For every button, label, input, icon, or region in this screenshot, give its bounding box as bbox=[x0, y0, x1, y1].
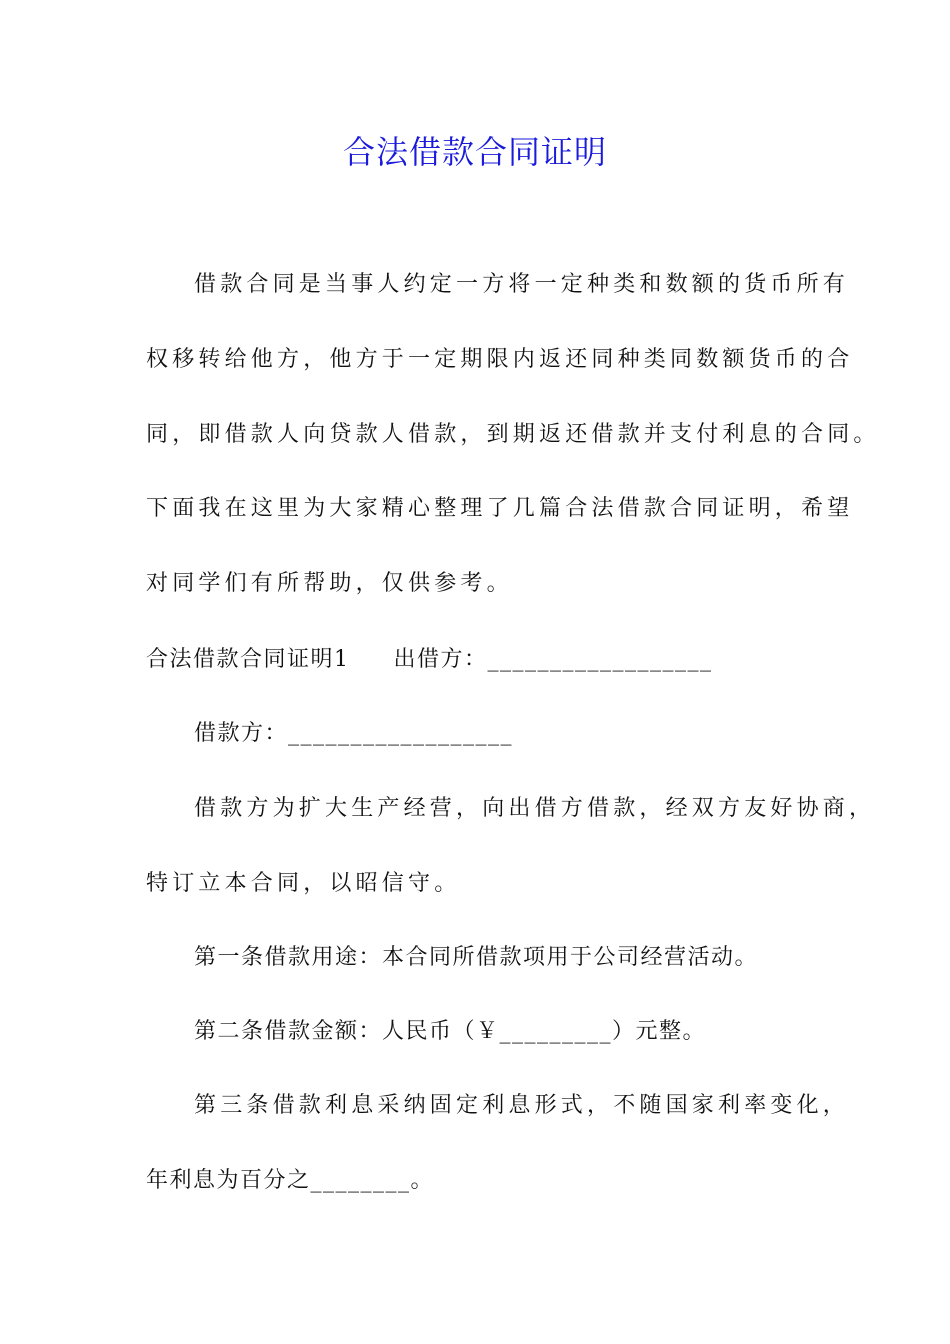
clause-line-1: 借款方为扩大生产经营，向出借方借款，经双方友好协商， bbox=[194, 796, 876, 821]
intro-line-4: 下面我在这里为大家精心整理了几篇合法借款合同证明，希望 bbox=[146, 496, 854, 521]
document-title: 合法借款合同证明 bbox=[342, 133, 607, 171]
borrower-field: 借款方：__________________ bbox=[194, 721, 514, 746]
lender-field: 出借方：__________________ bbox=[393, 647, 713, 672]
clause-article-1: 第一条借款用途：本合同所借款项用于公司经营活动。 bbox=[194, 945, 759, 970]
intro-line-2: 权移转给他方，他方于一定期限内返还同种类同数额货币的合 bbox=[146, 347, 854, 372]
clause-article-2: 第二条借款金额：人民币（￥_________）元整。 bbox=[194, 1019, 707, 1044]
intro-line-5: 对同学们有所帮助，仅供参考。 bbox=[146, 571, 513, 596]
intro-line-1: 借款合同是当事人约定一方将一定种类和数额的货币所有 bbox=[194, 272, 850, 297]
clause-article-3: 第三条借款利息采纳固定利息形式，不随国家利率变化， bbox=[194, 1093, 850, 1118]
section-heading: 合法借款合同证明1 bbox=[146, 647, 350, 672]
clause-article-3-cont: 年利息为百分之________。 bbox=[146, 1168, 435, 1193]
section-heading-row bbox=[146, 645, 826, 675]
clause-line-2: 特订立本合同，以昭信守。 bbox=[146, 871, 461, 896]
intro-line-3: 同，即借款人向贷款人借款，到期返还借款并支付利息的合同。 bbox=[146, 422, 880, 447]
